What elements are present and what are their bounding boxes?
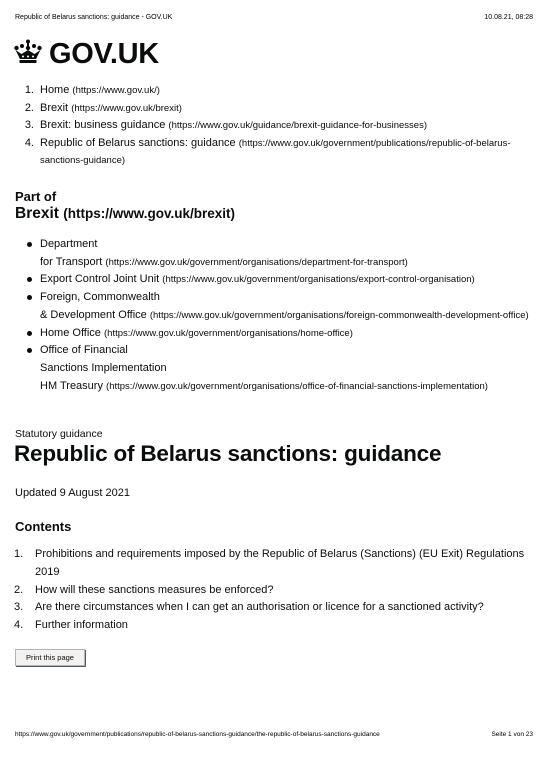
print-footer-url: https://www.gov.uk/government/publications/republic-of-belarus-sanctions-guidance/the-republic-of-belarus-sanctions-guidance: [15, 731, 380, 738]
breadcrumb-label: Republic of Belarus sanctions: guidance: [40, 136, 236, 149]
page-title: Republic of Belarus sanctions: guidance: [14, 441, 442, 466]
print-header-title: Republic of Belarus sanctions: guidance - GOV.UK: [15, 14, 173, 21]
organisation-item[interactable]: [24, 342, 534, 395]
logo-text: GOV.UK: [49, 38, 159, 70]
breadcrumb-item[interactable]: [20, 100, 530, 118]
organisation-name-line: Office of Financial: [40, 344, 128, 357]
print-header-datetime: 10.08.21, 08:28: [484, 14, 533, 21]
breadcrumb-url: (https://www.gov.uk/): [72, 85, 160, 96]
contents-heading: Contents: [15, 519, 72, 534]
organisation-url: (https://www.gov.uk/government/organisations/export-control-organisation): [162, 274, 475, 286]
contents-item[interactable]: [14, 617, 534, 635]
organisation-name-line: HM Treasury: [40, 379, 103, 392]
organisation-name-line: Export Control Joint Unit: [40, 273, 160, 286]
organisation-item[interactable]: [24, 325, 534, 343]
organisation-name-line: Foreign, Commonwealth: [40, 291, 160, 304]
breadcrumb-label: Brexit: [40, 101, 69, 114]
organisation-name-line: & Development Office: [40, 308, 147, 321]
part-of-label: Part of: [15, 189, 57, 204]
organisation-url: (https://www.gov.uk/government/organisations/foreign-commonwealth-development-office): [149, 309, 529, 321]
breadcrumb-number: 4.: [24, 136, 34, 149]
breadcrumb-item[interactable]: [20, 82, 530, 100]
contents-item[interactable]: [14, 546, 534, 582]
organisation-url: (https://www.gov.uk/government/organisations/office-of-financial-sanctions-implementation): [106, 380, 488, 392]
crown-icon: [14, 39, 49, 70]
print-header: [15, 14, 533, 21]
print-footer-page: Seite 1 von 23: [491, 731, 533, 738]
breadcrumb-url: (https://www.gov.uk/guidance/brexit-guidance-for-businesses): [168, 120, 427, 131]
organisations-list: [24, 236, 534, 395]
contents-list: [14, 546, 534, 635]
part-of-collection: [15, 189, 235, 223]
organisation-url: (https://www.gov.uk/government/organisations/home-office): [104, 327, 353, 339]
breadcrumb-item[interactable]: [20, 117, 530, 135]
contents-number: 3.: [14, 601, 24, 614]
organisation-url: (https://www.gov.uk/government/organisations/department-for-transport): [105, 256, 408, 268]
collection-link[interactable]: [15, 204, 235, 223]
updated-date: Updated 9 August 2021: [15, 487, 130, 499]
contents-label: How will these sanctions measures be enforced?: [35, 583, 274, 596]
organisation-item[interactable]: [24, 271, 534, 289]
contents-number: 2.: [14, 583, 24, 596]
organisation-name-line: Home Office: [40, 326, 101, 339]
organisation-item[interactable]: [24, 289, 534, 324]
contents-label: Prohibitions and requirements imposed by the Republic of Belarus (Sanctions) (EU Exit) Regulations 2019: [35, 548, 525, 578]
organisation-item[interactable]: [24, 236, 534, 271]
breadcrumb-item[interactable]: [20, 135, 530, 170]
organisation-name-line: Sanctions Implementation: [40, 361, 167, 374]
collection-name: Brexit: [15, 205, 59, 222]
contents-label: Are there circumstances when I can get an authorisation or licence for a sanctioned activity?: [35, 601, 484, 614]
breadcrumb-number: 3.: [24, 119, 34, 131]
print-footer: [15, 731, 533, 738]
contents-number: 4.: [14, 619, 24, 632]
breadcrumb-number: 1.: [24, 84, 34, 96]
breadcrumb-url: (https://www.gov.uk/government/publications/republic-of-belarus-sanctions-guidance): [40, 137, 511, 166]
breadcrumb-label: Home: [40, 84, 70, 96]
document-type: Statutory guidance: [15, 428, 103, 440]
collection-url: (https://www.gov.uk/brexit): [63, 206, 235, 221]
contents-item[interactable]: [14, 582, 534, 600]
organisation-name-line: for Transport: [40, 255, 103, 268]
organisation-name-line: Department: [40, 238, 98, 250]
contents-item[interactable]: [14, 599, 534, 617]
contents-label: Further information: [35, 619, 128, 632]
govuk-logo-link[interactable]: [14, 38, 159, 71]
breadcrumb-url: (https://www.gov.uk/brexit): [71, 102, 182, 114]
print-page-button[interactable]: Print this page: [15, 649, 85, 666]
breadcrumb-number: 2.: [24, 101, 34, 114]
breadcrumb-label: Brexit: business guidance: [40, 119, 166, 131]
contents-number: 1.: [14, 548, 24, 560]
breadcrumb: [20, 82, 530, 170]
